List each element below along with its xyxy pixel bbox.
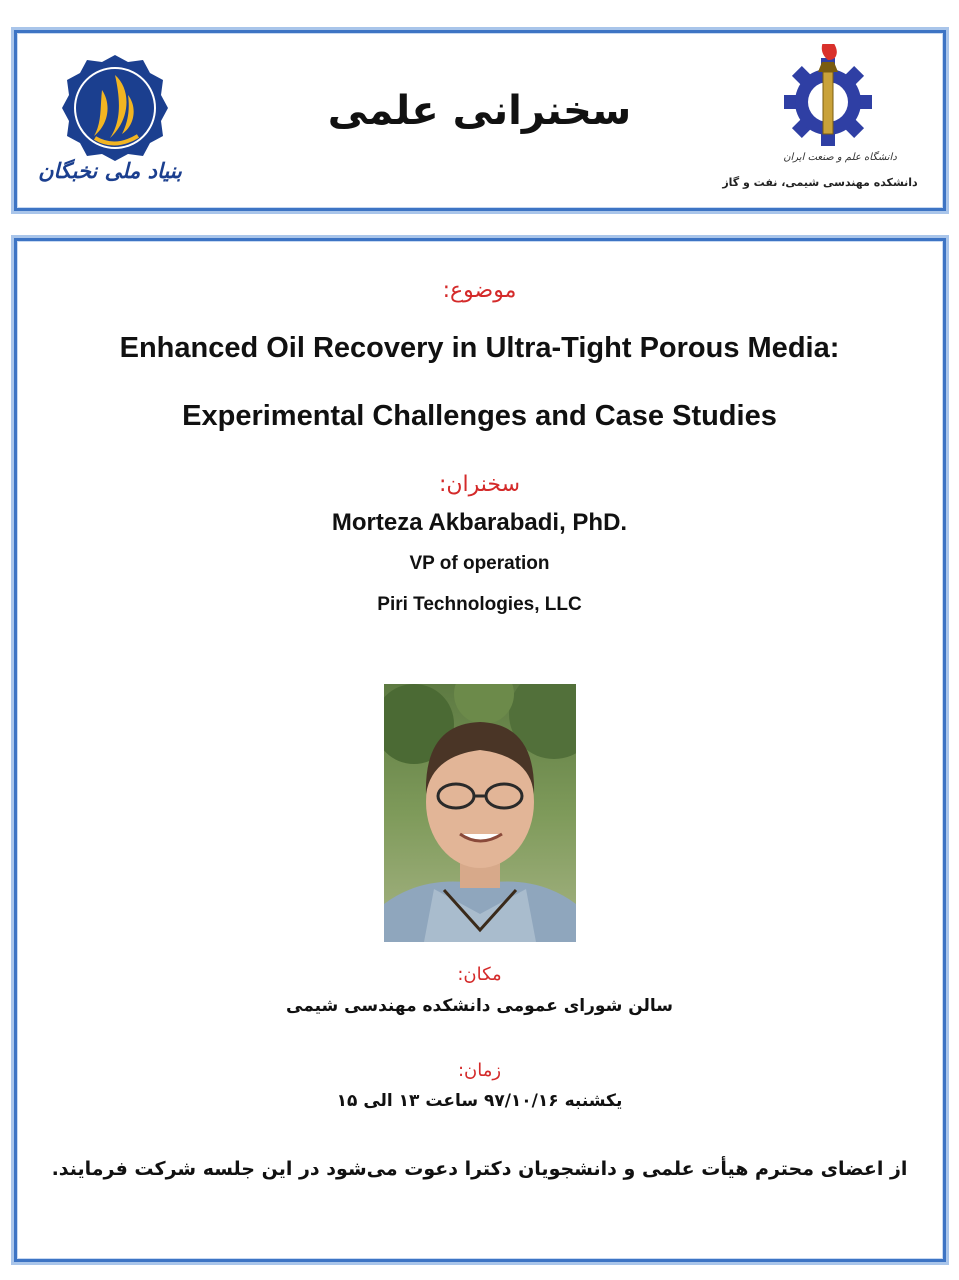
topic-title-line-2: Experimental Challenges and Case Studies	[182, 400, 777, 432]
topic-title-line-1: Enhanced Oil Recovery in Ultra-Tight Porous Media:	[119, 332, 840, 364]
location-value: سالن شورای عمومی دانشکده مهندسی شیمی	[286, 996, 673, 1016]
speaker-photo	[384, 684, 576, 942]
speaker-position: VP of operation	[409, 553, 550, 574]
topic-label: موضوع:	[442, 278, 517, 303]
right-logo-caption-university: دانشگاه علم و صنعت ایران	[783, 152, 897, 163]
speaker-company: Piri Technologies, LLC	[377, 594, 582, 615]
location-label: مکان:	[457, 964, 502, 985]
invitation-text: از اعضای محترم هیأت علمی و دانشجویان دکترا دعوت می‌شود در این جلسه شرکت فرمایند.	[51, 1158, 908, 1180]
time-label: زمان:	[457, 1060, 502, 1081]
right-logo-caption-faculty: دانشکده مهندسی شیمی، نفت و گاز	[722, 176, 918, 189]
left-logo-caption: بنیاد ملی نخبگان	[38, 158, 182, 183]
speaker-name: Morteza Akbarabadi, PhD.	[331, 509, 628, 536]
page-title: سخنرانی علمی	[327, 88, 632, 134]
iust-gear-torch-logo	[740, 44, 920, 194]
time-value: یکشنبه ۹۷/۱۰/۱۶ ساعت ۱۳ الی ۱۵	[336, 1091, 623, 1111]
speaker-label: سخنران:	[438, 472, 521, 497]
